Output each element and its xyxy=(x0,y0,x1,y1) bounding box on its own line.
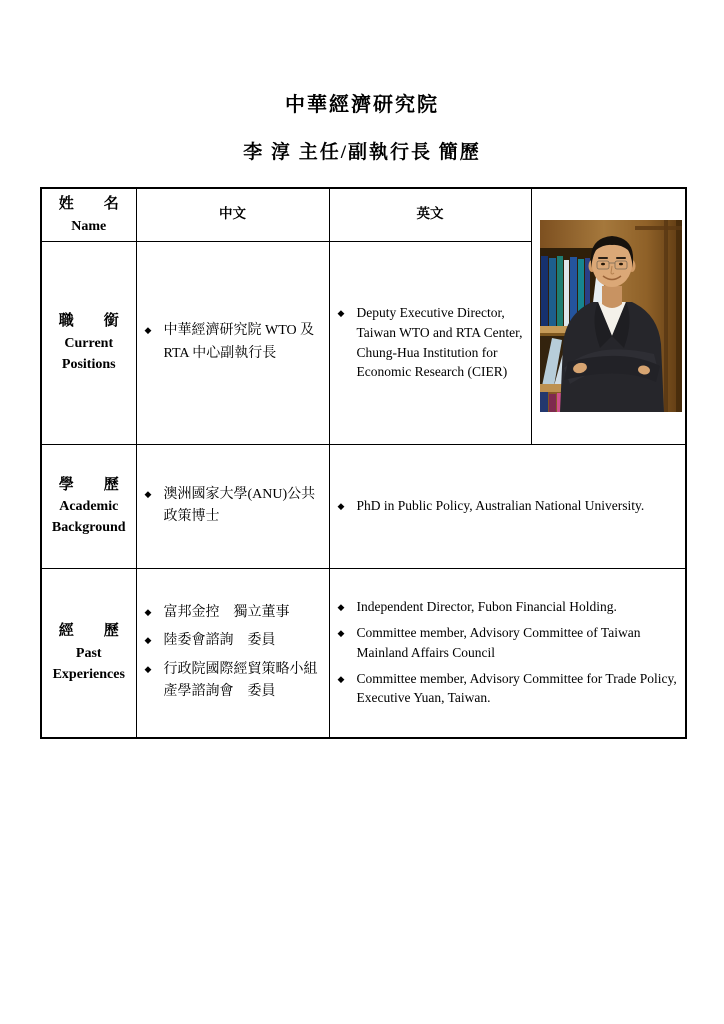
list-item xyxy=(145,484,321,529)
list-item xyxy=(338,623,678,662)
row-label-past-experiences xyxy=(41,568,136,738)
header-name-zh: 姓 名 xyxy=(58,196,119,212)
diamond-bullet-icon: ◆ xyxy=(144,663,152,674)
header-name-cell xyxy=(41,188,136,241)
row-label-academic-background xyxy=(41,444,136,568)
list-item xyxy=(145,320,321,365)
current-positions-chinese-cell xyxy=(136,241,329,444)
list-item-text: 行政院國際經貿策略小組產學諮詢會 委員 xyxy=(163,661,318,699)
row-label-en: Current Positions xyxy=(61,335,116,372)
diamond-bullet-icon: ◆ xyxy=(144,325,152,336)
list-item xyxy=(145,602,321,624)
row-label-en: Past Experiences xyxy=(52,645,125,682)
list-item-text: 陸委會諮詢 委員 xyxy=(163,633,276,649)
list-item-text: 澳洲國家大學(ANU)公共政策博士 xyxy=(163,486,316,524)
diamond-bullet-icon: ◆ xyxy=(144,488,152,499)
row-label-zh: 職 銜 xyxy=(58,313,119,330)
diamond-bullet-icon: ◆ xyxy=(337,308,345,319)
diamond-bullet-icon: ◆ xyxy=(337,501,345,511)
page-subtitle: 李 淳 主任/副執行長 簡歷 xyxy=(243,142,481,163)
diamond-bullet-icon: ◆ xyxy=(337,673,345,684)
row-label-zh: 經 歷 xyxy=(58,623,119,640)
list-item-text: 富邦金控 獨立董事 xyxy=(163,604,290,620)
list-item xyxy=(145,659,321,704)
diamond-bullet-icon: ◆ xyxy=(337,602,345,613)
resume-table xyxy=(40,187,687,739)
list-item xyxy=(338,303,523,381)
list-item xyxy=(338,496,678,516)
list-item-text: Deputy Executive Director, Taiwan WTO and RTA Center, Chung-Hua Institution for Economic Research (CIER) xyxy=(356,305,523,380)
portrait-photo-cell xyxy=(531,188,686,444)
list-item-text: Committee member, Advisory Committee of Taiwan Mainland Affairs Council xyxy=(356,625,641,660)
row-label-current-positions xyxy=(41,241,136,444)
list-item-text: Committee member, Advisory Committee for Trade Policy, Executive Yuan, Taiwan. xyxy=(356,670,677,706)
academic-background-english-cell xyxy=(329,444,686,568)
list-item-text: 中華經濟研究院 WTO 及 RTA 中心副執行長 xyxy=(163,323,315,361)
past-experiences-chinese-cell xyxy=(136,568,329,738)
header-english-column: 英文 xyxy=(329,188,531,241)
portrait-photo xyxy=(540,220,682,412)
row-label-zh: 學 歷 xyxy=(58,476,119,493)
header-name-en: Name xyxy=(71,218,107,234)
page-title: 中華經濟研究院 xyxy=(285,94,439,116)
list-item xyxy=(338,669,678,708)
past-experiences-english-cell xyxy=(329,568,686,738)
row-label-en: Academic Background xyxy=(51,499,126,536)
diamond-bullet-icon: ◆ xyxy=(144,635,152,646)
list-item-text: Independent Director, Fubon Financial Holding. xyxy=(356,599,617,615)
list-item xyxy=(338,597,678,617)
list-item-text: PhD in Public Policy, Australian National University. xyxy=(356,498,645,513)
academic-background-chinese-cell xyxy=(136,444,329,568)
diamond-bullet-icon: ◆ xyxy=(337,628,345,639)
list-item xyxy=(145,630,321,652)
header-chinese-column: 中文 xyxy=(136,188,329,241)
current-positions-english-cell xyxy=(329,241,531,444)
diamond-bullet-icon: ◆ xyxy=(144,606,152,617)
